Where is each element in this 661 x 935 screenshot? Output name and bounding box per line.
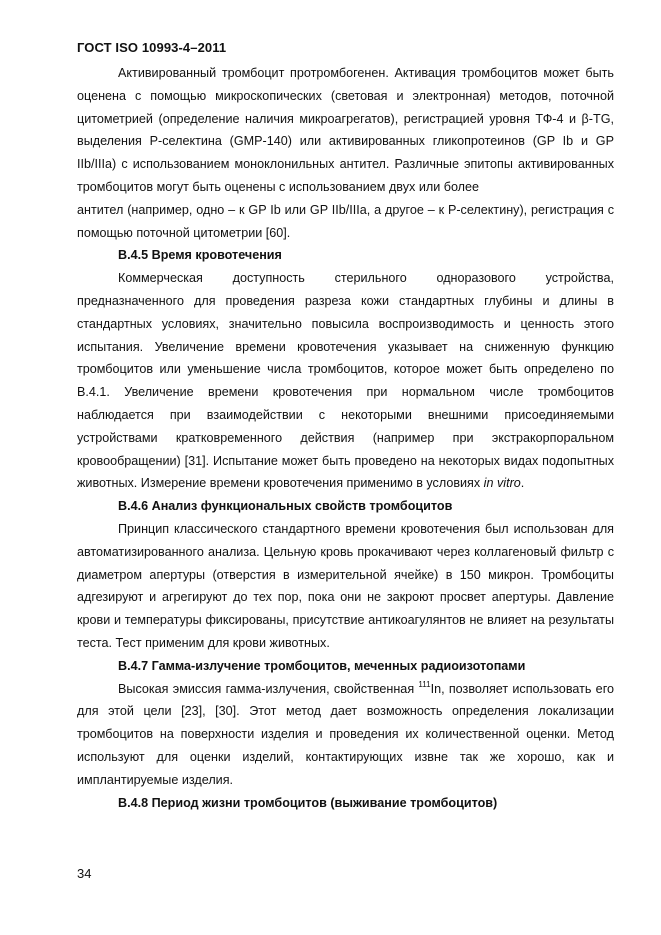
isotope-superscript: 111 — [418, 679, 431, 689]
document-header: ГОСТ ISO 10993-4–2011 — [77, 40, 227, 55]
paragraph-gamma-rest: In, позволяет использовать его для этой цели [23], [30]. Этот метод дает возможность определения локализации тромбоцитов на поверхности изделия и проведения их количественной оценки. Метод используют для оценки изделий, контактирующих извне так же хорошо, как и имплантируемые изделия. — [77, 681, 615, 787]
paragraph-bleeding-time-italic: in vitro — [483, 476, 521, 491]
paragraph-bleeding-time-text: Коммерческая доступность стерильного одноразового устройства, предназначенного для проведения разреза кожи стандартных глубины и длины в стандартных условиях, значительно повысила воспроизводимость и ценность этого испытания. Увеличение времени кровотечения указывает на сниженную функцию тромбоцитов или уменьшение числа тромбоцитов, которое может быть определено по В.4.1. Увеличение времени кровотечения при нормальном числе тромбоцитов наблюдается при взаимодействии с некоторыми внешними присоединяемыми устройствами кратковременного действия (например при экстракорпоральном кровообращении) [31]. Испытание может быть проведено на некоторых видах подопытных животных. Измерение времени кровотечения применимо в условиях — [77, 271, 614, 491]
paragraph-bleeding-time — [77, 267, 614, 495]
paragraph-platelet-activation: Активированный тромбоцит протромбогенен. Активация тромбоцитов может быть оценена с помощью микроскопических (световая и электронная) методов, поточной цитометрией (определение наличия микроагрегатов), регистрацией уровня ТФ-4 и β-TG, выделения P-селектина (GMP-140) или активированных гликопротеинов (GP Ib и GP IIb/IIIa) с использованием моноклонильных антител. Различные эпитопы активированных тромбоцитов могут быть оценены с использованием двух или более — [77, 66, 614, 194]
section-heading-gamma-radiation: В.4.7 Гамма-излучение тромбоцитов, меченных радиоизотопами — [118, 658, 526, 673]
section-heading-bleeding-time: В.4.5 Время кровотечения — [118, 248, 282, 263]
section-heading-platelet-function: В.4.6 Анализ функциональных свойств тромбоцитов — [118, 499, 453, 514]
page-number: 34 — [77, 866, 92, 881]
paragraph-antibodies: антител (например, одно – к GP Ib или GP IIb/IIIa, а другое – к P-селектину), регистрация с помощью поточной цитометрии [60]. — [77, 202, 614, 240]
paragraph-bleeding-time-end: . — [520, 476, 525, 491]
document-body — [77, 62, 614, 814]
paragraph-platelet-function: Принцип классического стандартного времени кровотечения был использован для автоматизированного анализа. Цельную кровь прокачивают через коллагеновый фильтр с диаметром апертуры (отверстия в измерительной ячейке) в 150 микрон. Тромбоциты адгезируют и агрегируют до тех пор, пока они не закроют просвет апертуры. Давление крови и температуры фиксированы, присутствие антикоагулянтов не влияет на результаты теста. Тест применим для крови животных. — [77, 521, 614, 650]
section-heading-platelet-lifespan: В.4.8 Период жизни тромбоцитов (выживание тромбоцитов) — [118, 795, 498, 810]
paragraph-gamma-start: Высокая эмиссия гамма-излучения, свойственная — [118, 681, 415, 696]
paragraph-gamma-radiation — [77, 678, 614, 792]
